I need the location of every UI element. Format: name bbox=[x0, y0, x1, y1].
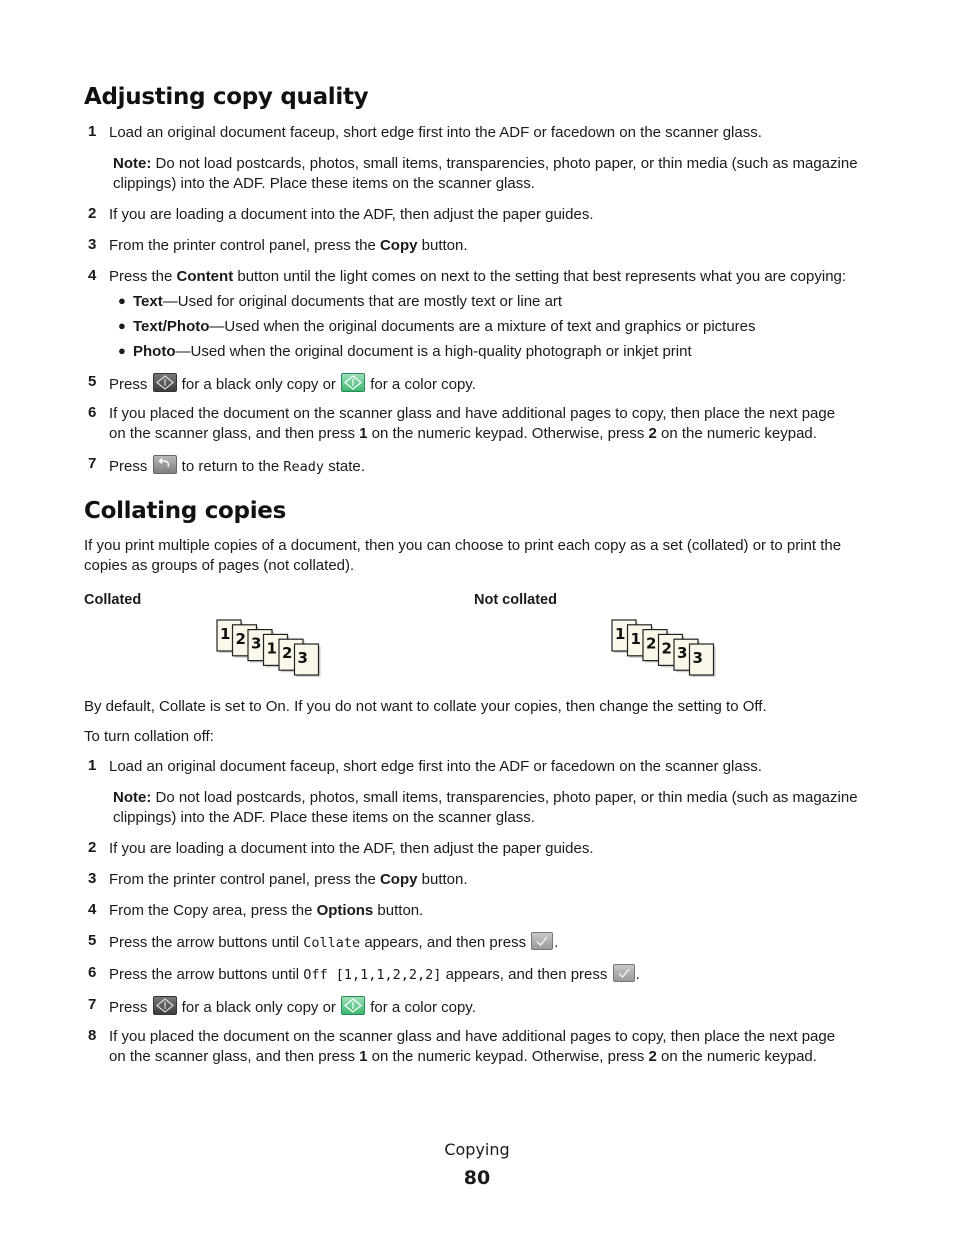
step-text: Load an original document faceup, short edge first into the ADF or facedown on the scanner glass. bbox=[109, 758, 762, 775]
black-start-icon bbox=[153, 996, 177, 1015]
step-text bbox=[109, 455, 879, 477]
step-text: Load an original document faceup, short edge first into the ADF or facedown on the scanner glass. bbox=[109, 124, 762, 141]
key-label: 2 bbox=[648, 1048, 657, 1065]
step-number: 7 bbox=[88, 455, 97, 472]
text-run: on the numeric keypad. Otherwise, press bbox=[367, 425, 649, 442]
step-number: 4 bbox=[88, 901, 97, 918]
text-run: on the numeric keypad. Otherwise, press bbox=[367, 1048, 649, 1065]
note-text: Do not load postcards, photos, small items, transparencies, photo paper, or thin media (such as magazine bbox=[151, 155, 858, 172]
text-run: on the numeric keypad. bbox=[656, 1048, 817, 1065]
step-number: 4 bbox=[88, 267, 97, 284]
bullet-icon: ● bbox=[118, 318, 126, 333]
text-run: for a black only copy or bbox=[177, 376, 341, 393]
key-label: 1 bbox=[359, 1048, 368, 1065]
step-number: 3 bbox=[88, 870, 97, 887]
text-run: for a color copy. bbox=[366, 999, 476, 1016]
text-run: button. bbox=[417, 237, 468, 254]
page-sheet bbox=[690, 644, 716, 677]
text-run: Press the arrow buttons until bbox=[109, 934, 304, 951]
page-number-label: 1 bbox=[266, 639, 277, 658]
step-text-line2 bbox=[109, 1047, 879, 1067]
copy-button-name: Copy bbox=[379, 871, 418, 888]
content-button-name: Content bbox=[176, 268, 234, 285]
not-collated-pages-illustration bbox=[611, 619, 729, 683]
page-number-label: 1 bbox=[615, 625, 626, 643]
page-number-label: 1 bbox=[630, 629, 641, 648]
color-start-icon bbox=[341, 996, 365, 1015]
text-run: on the numeric keypad. bbox=[656, 425, 817, 442]
text-run: Press bbox=[109, 458, 152, 475]
step-number: 5 bbox=[88, 373, 97, 390]
text-run: appears, and then press bbox=[360, 934, 531, 951]
text-run: Press bbox=[109, 999, 152, 1016]
not-collated-label: Not collated bbox=[474, 592, 557, 608]
key-label: 2 bbox=[648, 425, 657, 442]
bullet-item bbox=[133, 342, 692, 362]
step-text: If you placed the document on the scanner glass and have additional pages to copy, then place the next page bbox=[109, 405, 836, 422]
step-text bbox=[109, 870, 879, 890]
note bbox=[113, 788, 858, 808]
step-number: 8 bbox=[88, 1027, 97, 1044]
text-run: button until the light comes on next to the setting that best represents what you are copying: bbox=[233, 268, 847, 285]
text-run: From the printer control panel, press the bbox=[109, 237, 380, 254]
collated-label: Collated bbox=[84, 592, 142, 608]
step-number: 2 bbox=[88, 839, 97, 856]
bullet-desc: —Used when the original document is a high-quality photograph or inkjet print bbox=[175, 343, 692, 360]
page-number-label: 2 bbox=[282, 644, 293, 663]
text-run: state. bbox=[324, 458, 365, 475]
text-run: . bbox=[635, 966, 640, 983]
step-number: 5 bbox=[88, 932, 97, 949]
step-number: 2 bbox=[88, 205, 97, 222]
note-text-line2: clippings) into the ADF. Place these items on the scanner glass. bbox=[113, 809, 535, 826]
page-number-label: 2 bbox=[235, 629, 246, 648]
black-start-icon bbox=[153, 373, 177, 392]
section-title-collating-copies: Collating copies bbox=[84, 498, 286, 524]
text-run: on the scanner glass, and then press bbox=[109, 1048, 360, 1065]
step-text bbox=[109, 932, 879, 953]
collated-pages-illustration bbox=[216, 619, 334, 683]
off-setting-text: Off [1,1,1,2,2,2] bbox=[303, 967, 442, 983]
page-number-label: 3 bbox=[677, 644, 688, 663]
step-text bbox=[109, 964, 879, 985]
step-text bbox=[109, 236, 879, 256]
color-start-icon bbox=[341, 373, 365, 392]
note-label: Note: bbox=[113, 789, 152, 806]
turn-off-text: To turn collation off: bbox=[84, 728, 214, 745]
bullet-icon: ● bbox=[118, 343, 126, 358]
text-run: for a black only copy or bbox=[177, 999, 341, 1016]
text-run: . bbox=[554, 934, 559, 951]
ready-state-text: Ready bbox=[283, 459, 325, 475]
bullet-desc: —Used when the original documents are a mixture of text and graphics or pictures bbox=[209, 318, 756, 335]
checkmark-icon bbox=[531, 932, 553, 950]
text-run: button. bbox=[373, 902, 424, 919]
step-number: 6 bbox=[88, 964, 97, 981]
bullet-item bbox=[133, 292, 562, 312]
collate-menu-text: Collate bbox=[303, 935, 361, 951]
bullet-item bbox=[133, 317, 756, 337]
default-setting-text: By default, Collate is set to On. If you do not want to collate your copies, then change the setting to Off. bbox=[84, 698, 767, 715]
text-run: From the printer control panel, press the bbox=[109, 871, 380, 888]
text-run: to return to the bbox=[177, 458, 284, 475]
text-run: button. bbox=[417, 871, 468, 888]
page-number-label: 3 bbox=[297, 649, 308, 667]
step-number: 6 bbox=[88, 404, 97, 421]
page-number-label: 2 bbox=[661, 639, 672, 658]
note-text: Do not load postcards, photos, small items, transparencies, photo paper, or thin media (such as magazine bbox=[151, 789, 858, 806]
note-label: Note: bbox=[113, 155, 152, 172]
key-label: 1 bbox=[359, 425, 368, 442]
step-number: 3 bbox=[88, 236, 97, 253]
note bbox=[113, 154, 858, 174]
back-arrow-icon bbox=[153, 455, 177, 474]
step-text bbox=[109, 996, 879, 1018]
options-button-name: Options bbox=[316, 902, 374, 919]
step-text bbox=[109, 267, 879, 287]
step-text: If you are loading a document into the ADF, then adjust the paper guides. bbox=[109, 206, 594, 223]
text-run: on the scanner glass, and then press bbox=[109, 425, 360, 442]
note-text-line2: clippings) into the ADF. Place these items on the scanner glass. bbox=[113, 175, 535, 192]
intro-text: If you print multiple copies of a document, then you can choose to print each copy as a set (collated) or to print the bbox=[84, 537, 842, 554]
step-text bbox=[109, 373, 879, 395]
text-run: Press the bbox=[109, 268, 177, 285]
page-number: 80 bbox=[463, 1167, 491, 1189]
bullet-desc: —Used for original documents that are mostly text or line art bbox=[162, 293, 563, 310]
bullet-term: Photo bbox=[133, 343, 176, 360]
step-text: If you are loading a document into the ADF, then adjust the paper guides. bbox=[109, 840, 594, 857]
step-text-line2 bbox=[109, 424, 879, 444]
step-number: 1 bbox=[88, 757, 97, 774]
intro-text-line2: copies as groups of pages (not collated). bbox=[84, 557, 355, 574]
bullet-term: Text/Photo bbox=[133, 318, 210, 335]
step-text: If you placed the document on the scanner glass and have additional pages to copy, then place the next page bbox=[109, 1028, 836, 1045]
footer-chapter: Copying bbox=[444, 1140, 510, 1159]
page-number-label: 1 bbox=[220, 625, 231, 643]
section-title-adjusting-copy-quality: Adjusting copy quality bbox=[84, 84, 369, 110]
step-number: 7 bbox=[88, 996, 97, 1013]
bullet-term: Text bbox=[133, 293, 163, 310]
page-sheet bbox=[295, 644, 321, 677]
checkmark-icon bbox=[613, 964, 635, 982]
page-number-label: 3 bbox=[692, 649, 703, 667]
text-run: for a color copy. bbox=[366, 376, 476, 393]
bullet-icon: ● bbox=[118, 293, 126, 308]
text-run: Press the arrow buttons until bbox=[109, 966, 304, 983]
page-number-label: 2 bbox=[646, 634, 657, 653]
text-run: appears, and then press bbox=[441, 966, 612, 983]
page-number-label: 3 bbox=[251, 634, 262, 653]
step-number: 1 bbox=[88, 123, 97, 140]
text-run: From the Copy area, press the bbox=[109, 902, 317, 919]
copy-button-name: Copy bbox=[379, 237, 418, 254]
text-run: Press bbox=[109, 376, 152, 393]
step-text bbox=[109, 901, 879, 921]
